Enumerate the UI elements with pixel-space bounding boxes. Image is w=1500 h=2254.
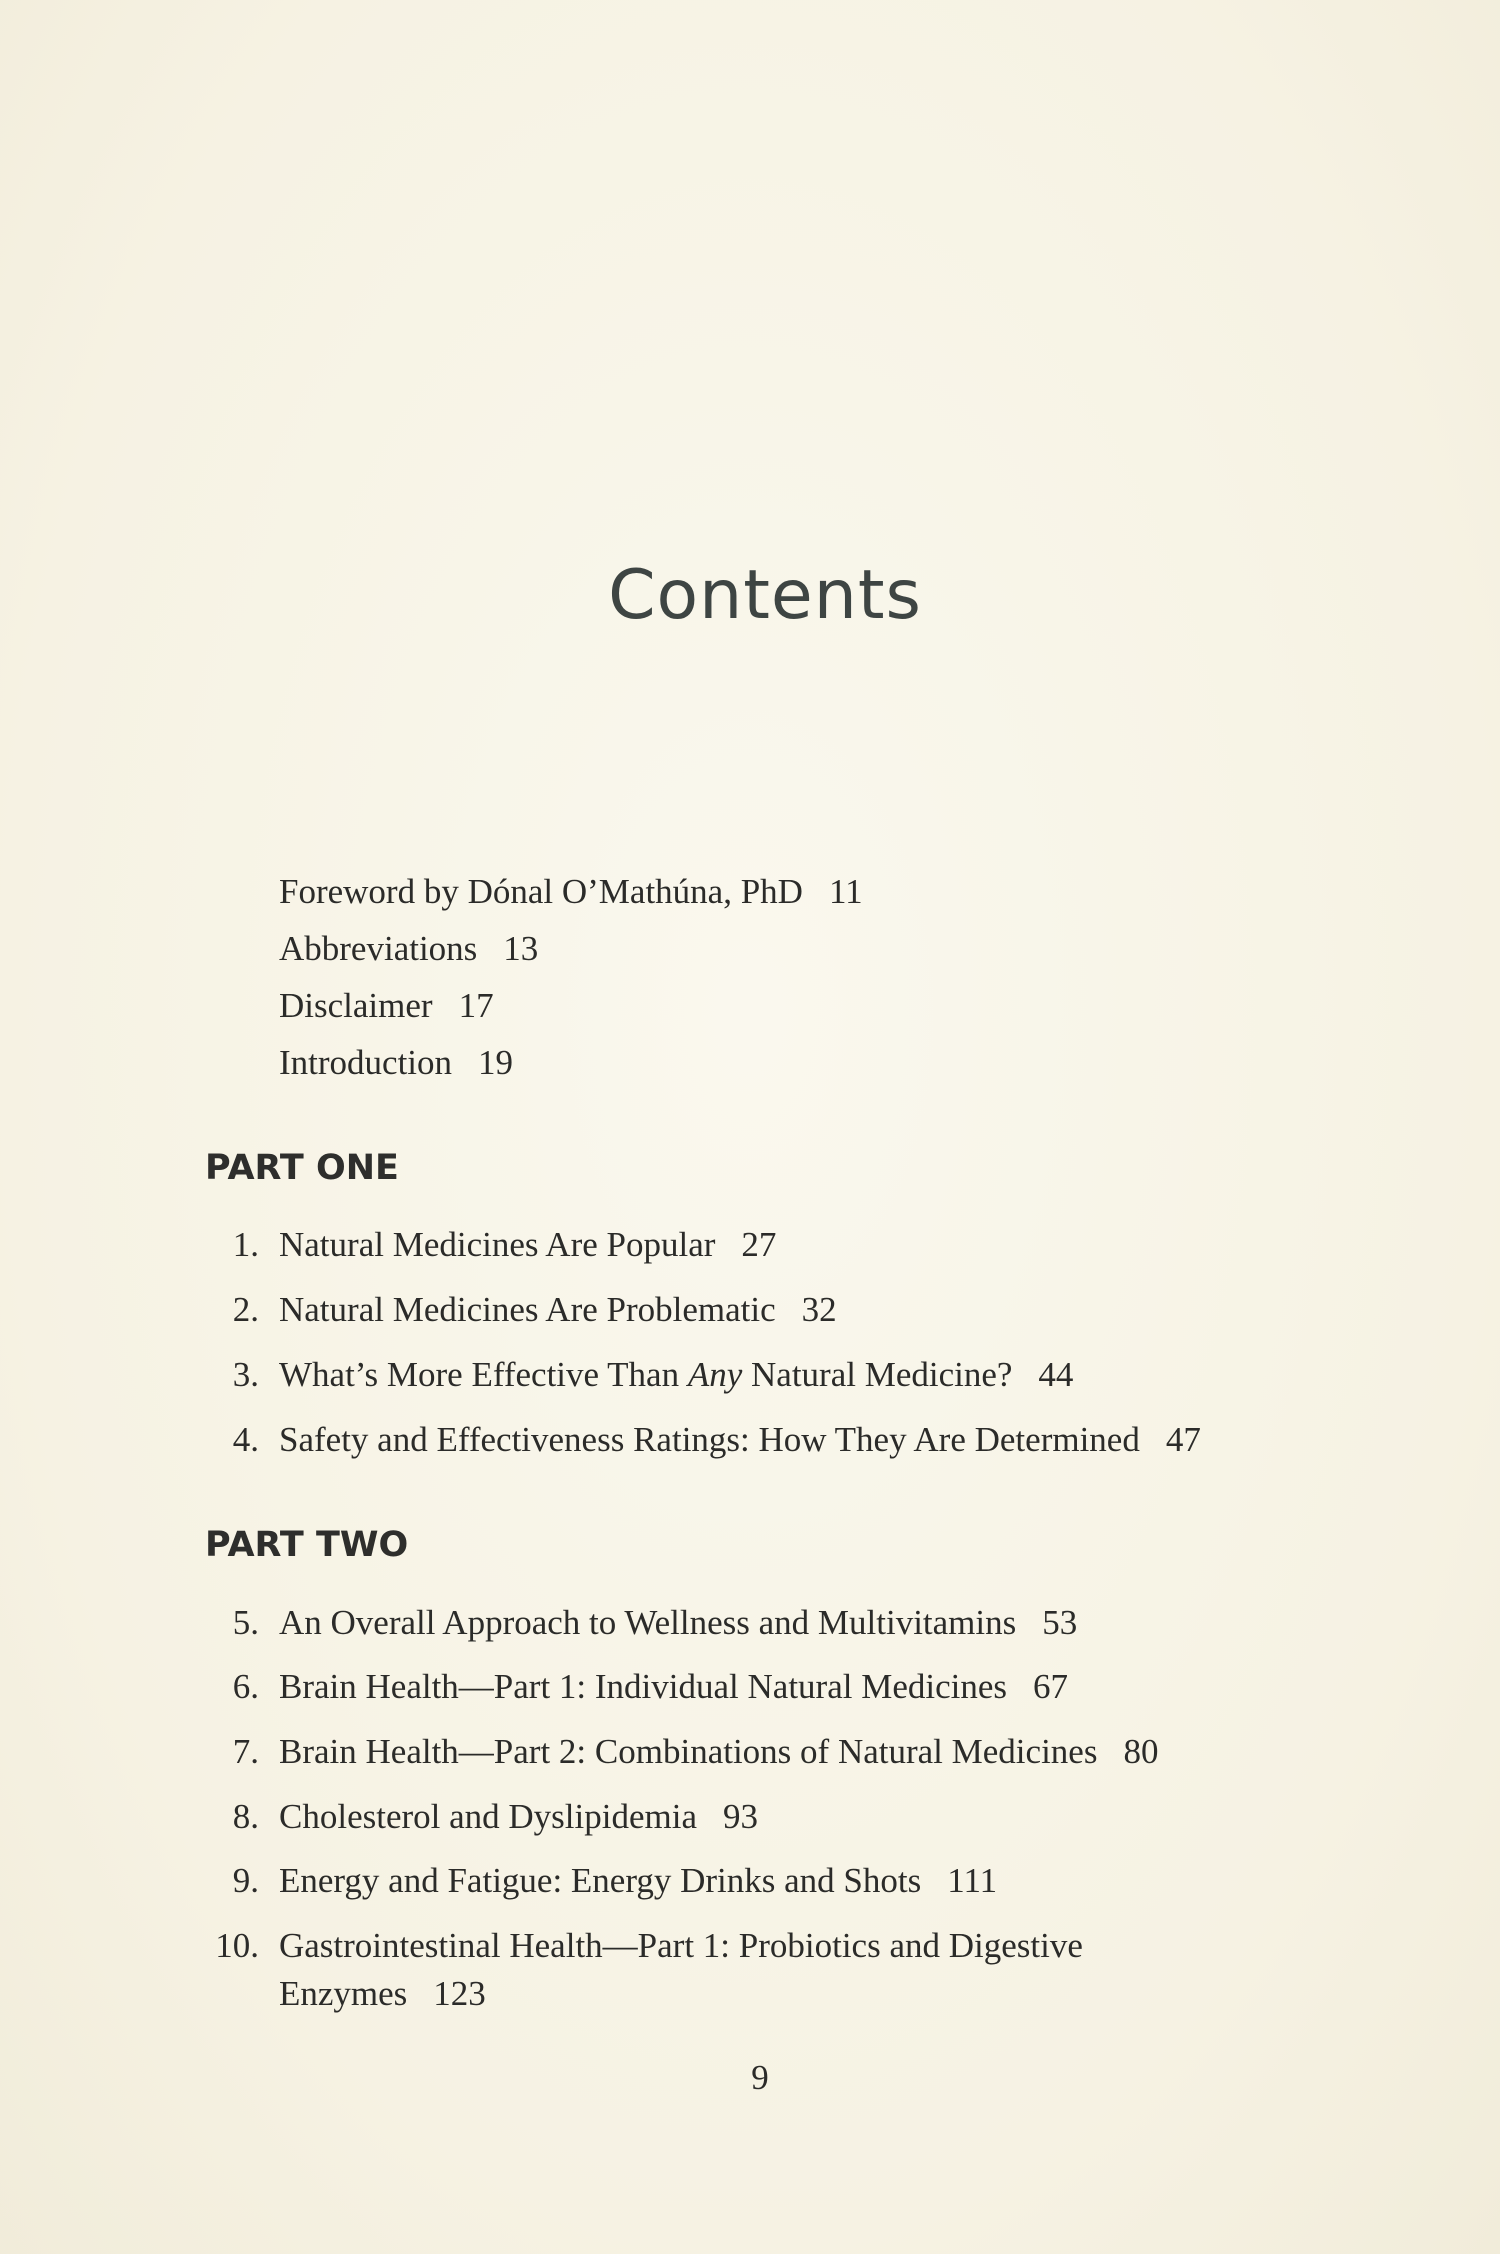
toc-entry-label: Natural Medicines Are Problematic <box>279 1290 776 1329</box>
chapter-number: 5. <box>232 1603 259 1642</box>
toc-entry-label: Gastrointestinal Health—Part 1: Probiotics and Digestive <box>279 1926 1083 1965</box>
toc-entry-page: 111 <box>947 1861 998 1900</box>
chapter-number: 2. <box>232 1290 259 1329</box>
toc-entry-page: 17 <box>458 986 494 1025</box>
toc-entry-chapter-1 <box>279 1221 776 1269</box>
toc-entry-chapter-3 <box>279 1351 1073 1399</box>
part-two-heading: PART TWO <box>205 1525 409 1565</box>
toc-entry-page: 27 <box>741 1225 777 1264</box>
toc-entry-page: 19 <box>478 1043 514 1082</box>
toc-entry-label: Disclaimer <box>279 986 433 1025</box>
toc-entry-label-italic: Any <box>687 1355 743 1394</box>
toc-entry-chapter-10-continuation <box>279 1970 486 2018</box>
page-number: 9 <box>751 2058 769 2097</box>
toc-entry-page: 44 <box>1038 1355 1074 1394</box>
toc-entry-chapter-7 <box>279 1728 1158 1776</box>
toc-entry-label: An Overall Approach to Wellness and Multivitamins <box>279 1603 1017 1642</box>
part-one-heading: PART ONE <box>205 1148 399 1188</box>
toc-entry-page: 67 <box>1033 1667 1069 1706</box>
toc-entry-page: 32 <box>801 1290 837 1329</box>
toc-entry-chapter-8 <box>279 1793 758 1841</box>
chapter-number: 4. <box>232 1420 259 1459</box>
toc-entry-label: Safety and Effectiveness Ratings: How They Are Determined <box>279 1420 1140 1459</box>
toc-entry-label: Introduction <box>279 1043 453 1082</box>
chapter-number: 8. <box>232 1797 259 1836</box>
toc-entry-foreword <box>279 868 863 916</box>
toc-entry-label: Cholesterol and Dyslipidemia <box>279 1797 697 1836</box>
toc-entry-label: What’s More Effective Than <box>279 1355 688 1394</box>
toc-entry-page: 11 <box>828 872 863 911</box>
toc-entry-abbreviations <box>279 925 538 973</box>
toc-entry-label: Abbreviations <box>279 929 478 968</box>
toc-entry-page: 123 <box>433 1974 486 2013</box>
chapter-number: 1. <box>232 1225 259 1264</box>
toc-entry-chapter-4 <box>279 1416 1201 1464</box>
toc-entry-chapter-2 <box>279 1286 837 1334</box>
toc-entry-page: 80 <box>1123 1732 1159 1771</box>
toc-entry-label: Brain Health—Part 2: Combinations of Natural Medicines <box>279 1732 1098 1771</box>
chapter-number: 3. <box>232 1355 259 1394</box>
toc-entry-label: Energy and Fatigue: Energy Drinks and Shots <box>279 1861 922 1900</box>
toc-entry-page: 47 <box>1165 1420 1201 1459</box>
toc-entry-page: 93 <box>722 1797 758 1836</box>
toc-entry-page: 13 <box>503 929 539 968</box>
toc-entry-label: Natural Medicines Are Popular <box>279 1225 716 1264</box>
toc-entry-page: 53 <box>1042 1603 1078 1642</box>
toc-entry-label: Natural Medicine? <box>742 1355 1013 1394</box>
chapter-number: 7. <box>232 1732 259 1771</box>
chapter-number: 9. <box>232 1861 259 1900</box>
toc-entry-label: Brain Health—Part 1: Individual Natural Medicines <box>279 1667 1008 1706</box>
page-title: Contents <box>608 556 922 635</box>
toc-entry-disclaimer <box>279 982 494 1030</box>
toc-entry-chapter-10 <box>279 1922 1083 1970</box>
toc-entry-introduction <box>279 1039 513 1087</box>
chapter-number: 6. <box>232 1667 259 1706</box>
toc-entry-chapter-6 <box>279 1663 1068 1711</box>
toc-entry-chapter-9 <box>279 1857 997 1905</box>
toc-entry-label: Enzymes <box>279 1974 408 2013</box>
chapter-number: 10. <box>215 1926 259 1965</box>
toc-entry-label: Foreword by Dónal O’Mathúna, PhD <box>279 872 803 911</box>
toc-entry-chapter-5 <box>279 1599 1077 1647</box>
